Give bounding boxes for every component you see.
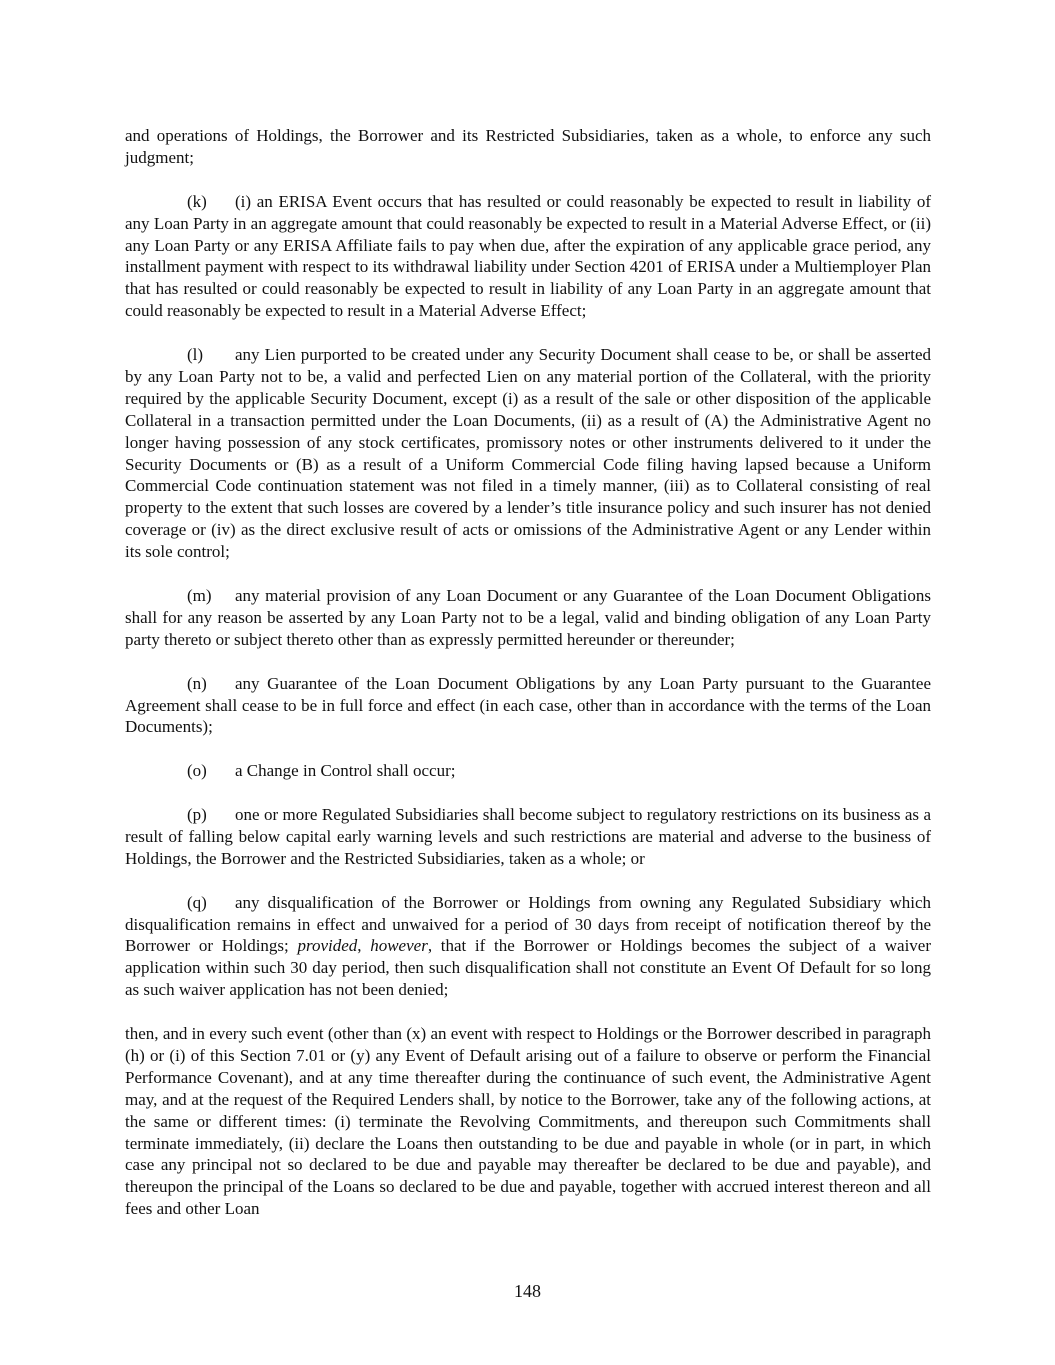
paragraph-n (125, 673, 931, 739)
paragraph-text-n: any Guarantee of the Loan Document Obligations by any Loan Party pursuant to the Guarantee Agreement shall cease to be in full force and effect (in each case, other than in accordance with the terms of the Loan Documents); (125, 673, 931, 737)
paragraph-text-q-comma: , (357, 936, 371, 956)
paragraph-label-m: (m) (187, 585, 212, 605)
paragraph-label-q: (q) (187, 892, 207, 912)
paragraph-closing: then, and in every such event (other than (x) an event with respect to Holdings or the Borrower described in paragraph (h) or (i) of this Section 7.01 or (y) any Event of Default arising out of a failure to observe or perform the Financial Performance Covenant), and at any time thereafter during the continuance of such event, the Administrative Agent may, and at the request of the Required Lenders shall, by notice to the Borrower, take any of the following actions, at the same or different times: (i) terminate the Revolving Commitments, and thereupon such Commitments shall terminate immediately, (ii) declare the Loans then outstanding to be due and payable in whole (or in part, in which case any principal not so declared to be due and payable may thereafter be declared to be due and payable), and thereupon the principal of the Loans so declared to be due and payable, together with accrued interest thereon and all fees and other Loan (125, 1024, 931, 1219)
paragraph-label-n: (n) (187, 673, 207, 693)
paragraph-text-l: any Lien purported to be created under any Security Document shall cease to be, or shall be asserted by any Loan Party not to be, a valid and perfected Lien on any material portion of the Collateral, with the priority required by the applicable Security Document, except (i) as a result of the sale or other disposition of the applicable Collateral in a transaction permitted under the Loan Documents, (ii) as a result of (A) the Administrative Agent no longer having possession of any stock certificates, promissory notes or other instruments delivered to it under the Security Documents or (B) as a result of a Uniform Commercial Code filing having lapsed because a Uniform Commercial Code continuation statement was not filed in a timely manner, (iii) as to Collateral consisting of real property to the extent that such losses are covered by a lender’s title insurance policy and such insurer has not denied coverage or (iv) as the direct exclusive result of acts or omissions of the Administrative Agent or any Lender within its sole control; (125, 345, 931, 562)
paragraph-q (125, 892, 931, 1002)
paragraph-text-q-after: , that if the Borrower or Holdings becomes the subject of a waiver application within such 30 day period, then such disqualification shall not constitute an Event Of Default for so long as such waiver application has not been denied; (125, 936, 932, 1000)
paragraph-m (125, 585, 931, 651)
paragraph-label-l: (l) (187, 345, 204, 365)
paragraph-continuation: and operations of Holdings, the Borrower and its Restricted Subsidiaries, taken as a whole, to enforce any such judgment; (125, 126, 931, 167)
paragraph-k (125, 191, 931, 322)
paragraph-p (125, 804, 931, 870)
paragraph-text-k: (i) an ERISA Event occurs that has resulted or could reasonably be expected to result in liability of any Loan Party in an aggregate amount that could reasonably be expected to result in a Material Adverse Effect, or (ii) any Loan Party or any ERISA Affiliate fails to pay when due, after the expiration of any applicable grace period, any installment payment with respect to its withdrawal liability under Section 4201 of ERISA under a Multiemployer Plan that has resulted or could reasonably be expected to result in liability of any Loan Party in an aggregate amount that could reasonably be expected to result in a Material Adverse Effect; (125, 191, 931, 321)
paragraph-text-q-provided: provided (297, 936, 358, 956)
paragraph-text-p: one or more Regulated Subsidiaries shall become subject to regulatory restrictions on its business as a result of falling below capital early warning levels and such restrictions are material and adverse to the business of Holdings, the Borrower and the Restricted Subsidiaries, taken as a whole; or (125, 805, 931, 868)
paragraph-label-k: (k) (187, 191, 207, 211)
document-body (125, 125, 931, 1220)
paragraph-l (125, 344, 931, 563)
page-number: 148 (514, 1281, 541, 1301)
paragraph-label-o: (o) (187, 761, 207, 781)
paragraph-text-q-however: however (370, 936, 428, 956)
paragraph-text-m: any material provision of any Loan Document or any Guarantee of the Loan Document Obligations shall for any reason be asserted by any Loan Party not to be a legal, valid and binding obligation of any Loan Party party thereto or subject thereto other than as expressly permitted hereunder or thereunder; (125, 585, 931, 649)
paragraph-text-q-before: any disqualification of the Borrower or Holdings from owning any Regulated Subsidiary which disqualification remains in effect and unwaived for a period of 30 days from receipt of notification thereof by the Borrower or Holdings; (125, 892, 931, 956)
paragraph-o (125, 760, 931, 782)
paragraph-text-o: a Change in Control shall occur; (235, 761, 456, 781)
paragraph-label-p: (p) (187, 805, 207, 824)
